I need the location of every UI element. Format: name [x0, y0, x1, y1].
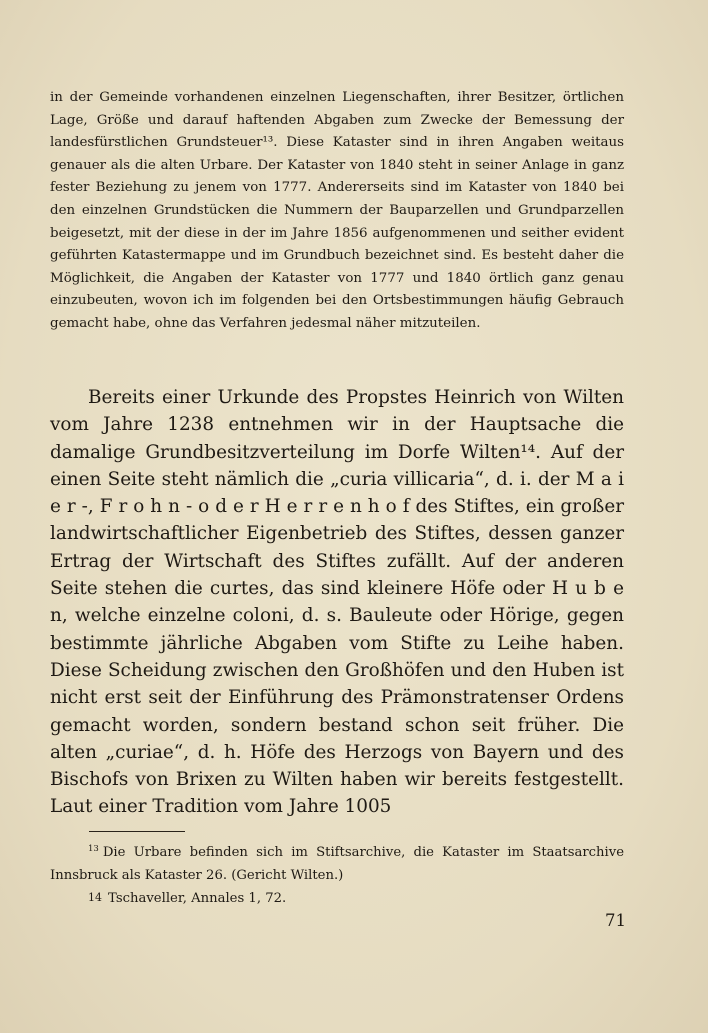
footnote-separator	[89, 831, 185, 832]
main-paragraph-text: Bereits einer Urkunde des Propstes Heinrich von Wilten vom Jahre 1238 entnehmen wir in der Hauptsache die damalige Grundbesitzverteilung im Dorfe Wilten¹⁴. Auf der einen Seite steht nämlich die „curia villicaria“, d. i. der M a i e r -, F r o h n - o d e r H e r r e n h o f des Stiftes, ein großer landwirtschaftlicher Eigenbetrieb des Stiftes, dessen ganzer Ertrag der Wirtschaft des Stiftes zufällt. Auf der anderen Seite stehen die curtes, das sind kleinere Höfe oder H u b e n, welche einzelne coloni, d. s. Bauleute oder Hörige, gegen bestimmte jährliche Abgaben vom Stifte zu Leihe haben. Diese Scheidung zwischen den Großhöfen und den Huben ist nicht erst seit der Einführung des Prämonstratenser Ordens gemacht worden, sondern bestand schon seit früher. Die alten „curiae“, d. h. Höfe des Herzogs von Bayern und des Bischofs von Brixen zu Wilten haben wir bereits festgestellt. Laut einer Tradition vom Jahre 1005	[50, 387, 624, 818]
footnote-13	[50, 838, 624, 887]
footnote-number: 13	[88, 844, 99, 854]
footnotes	[50, 838, 624, 911]
intro-paragraph	[50, 87, 624, 336]
footnote-text: Tschaveller, Annales 1, 72.	[108, 891, 287, 906]
page-number: 71	[605, 911, 626, 930]
footnote-14	[50, 887, 624, 911]
intro-paragraph-text: in der Gemeinde vorhandenen einzelnen Liegenschaften, ihrer Besitzer, örtlichen Lage, Größe und darauf haftenden Abgaben zum Zwecke der Bemessung der landesfürstlichen Grundsteuer¹³. Diese Kataster sind in ihren Angaben weitaus genauer als die alten Urbare. Der Kataster von 1840 steht in seiner Anlage in ganz fester Beziehung zu jenem von 1777. Andererseits sind im Kataster von 1840 bei den einzelnen Grundstücken die Nummern der Bauparzellen und Grundparzellen beigesetzt, mit der diese in der im Jahre 1856 aufgenommenen und seither evident geführten Katastermappe und im Grundbuch bezeichnet sind. Es besteht daher die Möglichkeit, die Angaben der Kataster von 1777 und 1840 örtlich ganz genau einzubeuten, wovon ich im folgenden bei den Ortsbestimmungen häufig Gebrauch gemacht habe, ohne das Verfahren jedesmal näher mitzuteilen.	[50, 90, 624, 331]
footnote-text: Die Urbare befinden sich im Stiftsarchive, die Kataster im Staatsarchive Innsbruck als Kataster 26. (Gericht Wilten.)	[50, 845, 624, 883]
footnote-number: 14	[88, 891, 102, 904]
main-paragraph	[50, 384, 624, 821]
